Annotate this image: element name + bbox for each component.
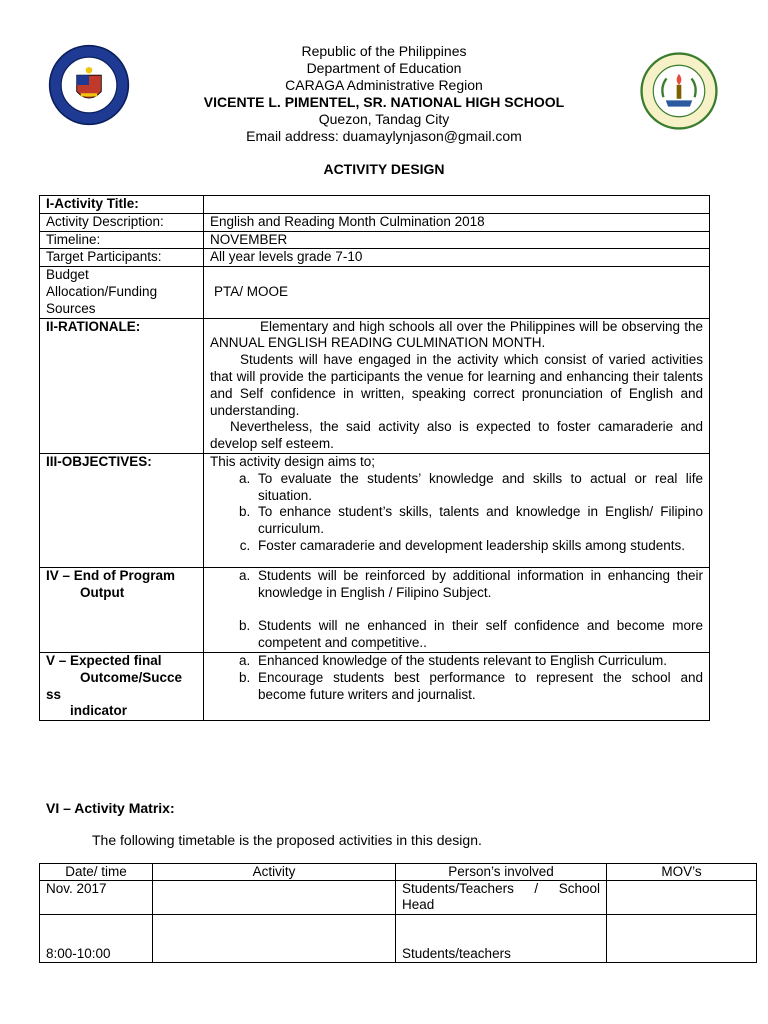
letterhead <box>0 43 768 145</box>
outcomes-value <box>204 652 710 720</box>
table-cell <box>153 915 396 963</box>
budget-value: PTA/ MOOE <box>204 267 710 318</box>
letterhead-email: Email address: duamaylynjason@gmail.com <box>246 128 522 144</box>
outcome-label-line-4: indicator <box>70 703 128 719</box>
description-value: English and Reading Month Culmination 2018 <box>204 213 710 231</box>
table-row <box>40 453 710 567</box>
timeline-label: Timeline: <box>40 231 204 249</box>
table-cell: Students/teachers <box>396 915 607 963</box>
table-cell: 8:00-10:00 <box>40 915 153 963</box>
column-header-date: Date/ time <box>40 864 153 881</box>
outcome-label-line-2: Outcome/Succe <box>80 669 183 685</box>
objectives-list <box>210 471 703 555</box>
list-item: b. Encourage students best performance to represent the school and become future writers and journalist. <box>254 670 703 704</box>
rationale-paragraph-1: Elementary and high schools all over the Philippines will be observing the ANNUAL ENGLISH READING CULMINATION MONTH. <box>210 318 703 351</box>
timeline-value: NOVEMBER <box>204 231 710 249</box>
list-item: a. Enhanced knowledge of the students relevant to English Curriculum. <box>254 653 703 670</box>
list-item: a. To evaluate the students’ knowledge and skills to actual or real life situation. <box>254 471 703 505</box>
outcome-label-line-1: V – Expected final <box>46 652 162 668</box>
output-label-line-2: Output <box>80 584 125 600</box>
table-row <box>40 915 757 963</box>
column-header-persons: Person’s involved <box>396 864 607 881</box>
matrix-title: VI – Activity Matrix: <box>46 800 175 816</box>
list-item: a. Students will be reinforced by additional information in enhancing their knowledge in English / Filipino Subject. <box>254 568 703 602</box>
rationale-paragraph-3: Nevertheless, the said activity also is expected to foster camaraderie and develop self esteem. <box>210 419 703 452</box>
outcomes-list <box>210 653 703 703</box>
budget-label: Budget Allocation/Funding Sources <box>40 267 204 318</box>
outcome-label-line-3: ss <box>46 686 62 702</box>
table-header-row <box>40 864 757 881</box>
description-label: Activity Description: <box>40 213 204 231</box>
document-title: ACTIVITY DESIGN <box>323 161 445 177</box>
table-row <box>40 196 710 214</box>
table-cell: Students/Teachers / School Head <box>396 881 607 915</box>
table-row <box>40 881 757 915</box>
table-row <box>40 318 710 453</box>
table-row <box>40 213 710 231</box>
outputs-list <box>210 568 703 652</box>
participants-label: Target Participants: <box>40 249 204 267</box>
letterhead-department: Department of Education <box>306 60 462 76</box>
objectives-intro: This activity design aims to; <box>210 453 376 469</box>
column-header-movs: MOV’s <box>607 864 757 881</box>
participants-value: All year levels grade 7-10 <box>204 249 710 267</box>
activity-title-value <box>204 196 710 214</box>
activity-matrix-table <box>39 863 757 963</box>
output-label-line-1: IV – End of Program <box>46 567 176 583</box>
table-row <box>40 231 710 249</box>
activity-title-label: I-Activity Title: <box>40 196 204 214</box>
letterhead-school: VICENTE L. PIMENTEL, SR. NATIONAL HIGH SCHOOL <box>203 94 565 110</box>
table-cell <box>607 881 757 915</box>
output-label <box>40 567 204 652</box>
objectives-value <box>204 453 710 567</box>
rationale-label: II-RATIONALE: <box>40 318 204 453</box>
activity-design-table <box>39 195 710 721</box>
outputs-value <box>204 567 710 652</box>
table-row <box>40 249 710 267</box>
objectives-label: III-OBJECTIVES: <box>40 453 204 567</box>
list-item: b. Students will ne enhanced in their self confidence and become more competent and competitive.. <box>254 618 703 652</box>
column-header-activity: Activity <box>153 864 396 881</box>
table-cell <box>607 915 757 963</box>
outcome-label <box>40 652 204 720</box>
letterhead-region: CARAGA Administrative Region <box>285 77 483 93</box>
matrix-intro: The following timetable is the proposed activities in this design. <box>92 832 482 848</box>
table-row <box>40 267 710 318</box>
list-item: b. To enhance student’s skills, talents and knowledge in English/ Filipino curriculum. <box>254 504 703 538</box>
letterhead-republic: Republic of the Philippines <box>301 43 467 59</box>
rationale-value <box>204 318 710 453</box>
list-item: c. Foster camaraderie and development leadership skills among students. <box>254 538 703 555</box>
table-row <box>40 652 710 720</box>
table-cell: Nov. 2017 <box>40 881 153 915</box>
table-row <box>40 567 710 652</box>
rationale-paragraph-2: Students will have engaged in the activity which consist of varied activities that will provide the participants the venue for learning and enhancing their talents and Self confidence in written, speaking correct pronunciation of English and understanding. <box>210 352 703 418</box>
table-cell <box>153 881 396 915</box>
letterhead-city: Quezon, Tandag City <box>318 111 450 127</box>
